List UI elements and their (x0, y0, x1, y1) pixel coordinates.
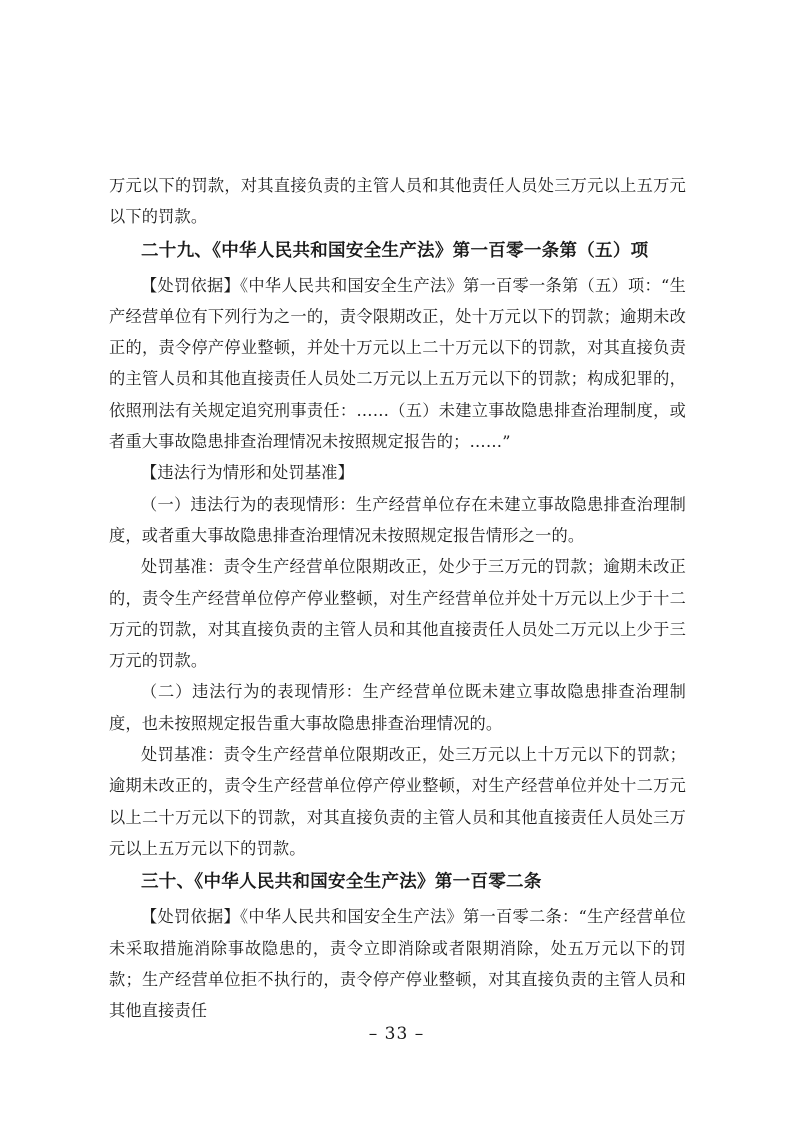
page-number: – 33 – (368, 1024, 425, 1044)
paragraph-penalty-standard-2: 处罚基准：责令生产经营单位限期改正，处三万元以上十万元以下的罚款；逾期未改正的，责令生产经营单位停产停业整顿，对生产经营单位并处十二万元以上二十万元以下的罚款，对其直接负责的主管人员和其他直接责任人员处三万元以上五万元以下的罚款。 (109, 745, 686, 858)
paragraph-continuation: 万元以下的罚款，对其直接负责的主管人员和其他责任人员处三万元以上五万元以下的罚款。 (109, 176, 686, 227)
paragraph-violation-case-2: （二）违法行为的表现情形：生产经营单位既未建立事故隐患排查治理制度，也未按照规定报告重大事故隐患排查治理情况的。 (109, 682, 686, 733)
paragraph-violation-case-1: （一）违法行为的表现情形：生产经营单位存在未建立事故隐患排查治理制度，或者重大事故隐患排查治理情况未按照规定报告情形之一的。 (109, 494, 686, 545)
paragraph-violation-header-29: 【违法行为情形和处罚基准】 (141, 463, 355, 483)
section-heading-30: 三十、《中华人民共和国安全生产法》第一百零二条 (141, 872, 542, 893)
document-body (109, 170, 686, 1026)
section-heading-29: 二十九、《中华人民共和国安全生产法》第一百零一条第（五）项 (141, 240, 649, 261)
paragraph-penalty-standard-1: 处罚基准：责令生产经营单位限期改正，处少于三万元的罚款；逾期未改正的，责令生产经营单位停产停业整顿，对生产经营单位并处十万元以上少于十二万元的罚款，对其直接负责的主管人员和其他直接责任人员处二万元以上少于三万元的罚款。 (109, 557, 686, 671)
paragraph-penalty-basis-30: 【处罚依据】《中华人民共和国安全生产法》第一百零二条：“生产经营单位未采取措施消除事故隐患的，责令立即消除或者限期消除，处五万元以下的罚款；生产经营单位拒不执行的，责令停产停业整顿，对其直接负责的主管人员和其他直接责任 (109, 907, 686, 1021)
paragraph-penalty-basis-29: 【处罚依据】《中华人民共和国安全生产法》第一百零一条第（五）项：“生产经营单位有下列行为之一的，责令限期改正，处十万元以下的罚款；逾期未改正的，责令停产停业整顿，并处十万元以上二十万元以下的罚款，对其直接负责的主管人员和其他直接责任人员处二万元以上五万元以下的罚款；构成犯罪的，依照刑法有关规定追究刑事责任：……（五）未建立事故隐患排查治理制度，或者重大事故隐患排查治理情况未按照规定报告的；……” (109, 275, 686, 452)
